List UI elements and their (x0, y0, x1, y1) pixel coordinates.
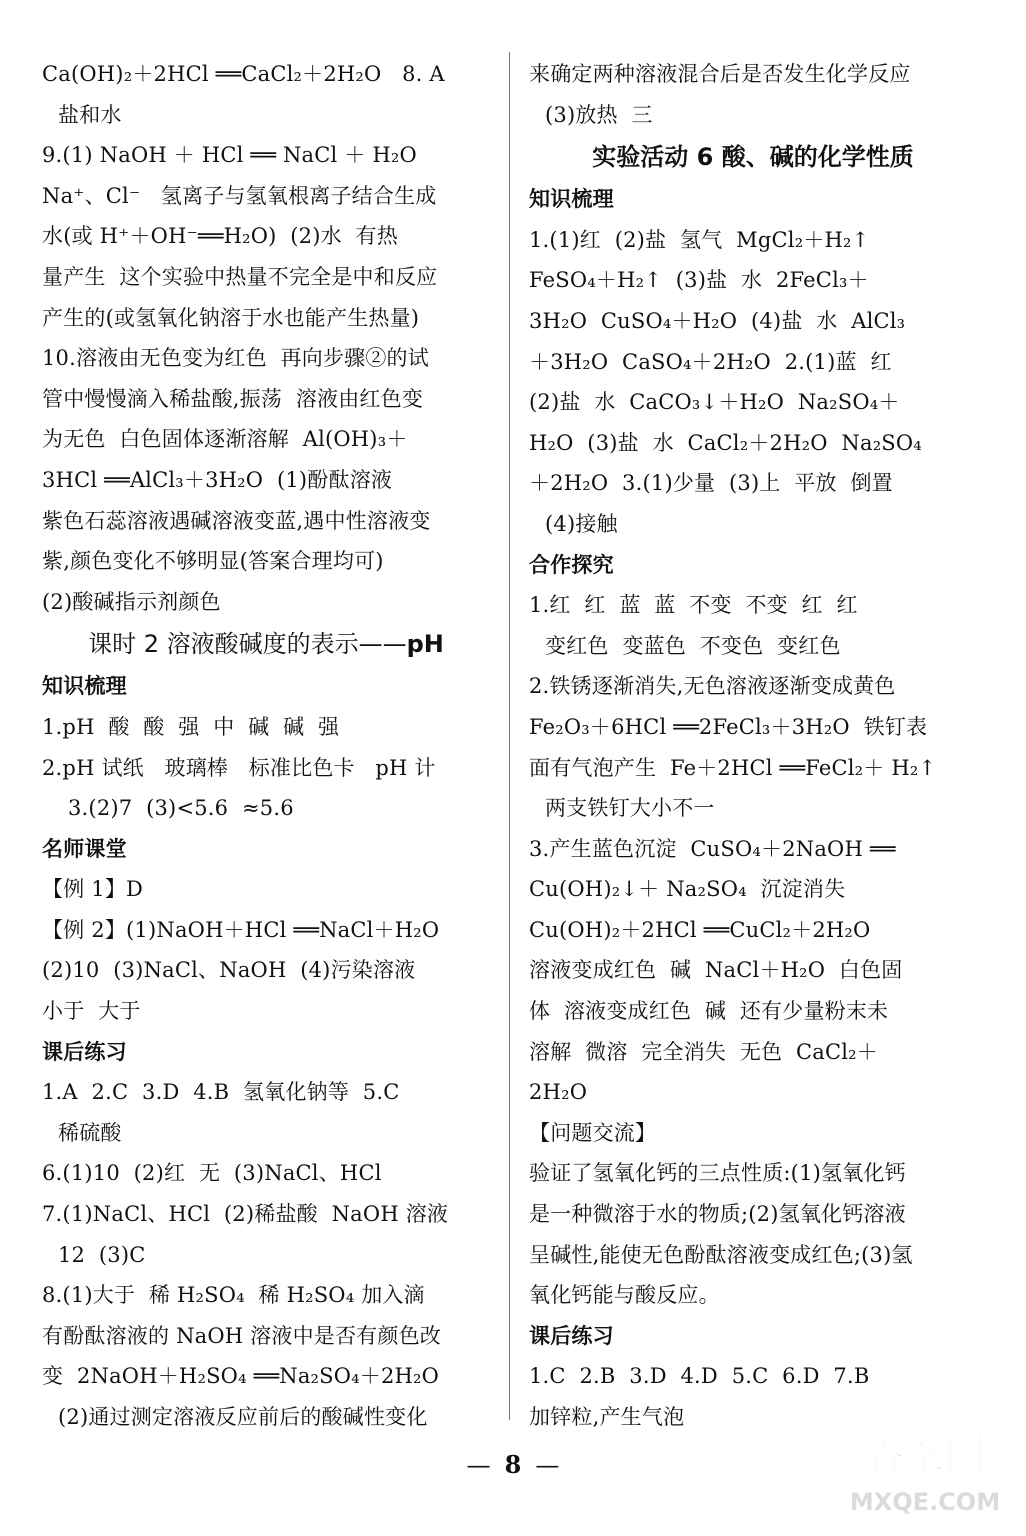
text-line: 1.(1)红 (2)盐 氢气 MgCl₂＋H₂↑ (529, 227, 870, 252)
text-line: 溶液变成红色 碱 NaCl＋H₂O 白色固 (529, 958, 903, 983)
section-heading: 名师课堂 (42, 836, 127, 861)
section-heading: 知识梳理 (529, 187, 614, 212)
text-line: FeSO₄＋H₂↑ (3)盐 水 2FeCl₃＋ (529, 268, 869, 293)
text-line: 12 (3)C (58, 1242, 146, 1267)
text-line: 小于 大于 (42, 999, 141, 1024)
text-line: 有酚酞溶液的 NaOH 溶液中是否有颜色改 (42, 1323, 441, 1348)
page-number: 8 (504, 1450, 522, 1479)
text-line: 量产生 这个实验中热量不完全是中和反应 (42, 264, 438, 289)
text-line: 紫色石蕊溶液遇碱溶液变蓝,遇中性溶液变 (42, 508, 431, 533)
text-line: (2)10 (3)NaCl、NaOH (4)污染溶液 (42, 958, 416, 983)
right-lines (529, 54, 977, 135)
text-line: 是一种微溶于水的物质;(2)氢氧化钙溶液 (529, 1202, 906, 1227)
section-heading: 知识梳理 (42, 674, 127, 699)
text-line: Fe₂O₃＋6HCl ══2FeCl₃＋3H₂O 铁钉表 (529, 714, 928, 739)
text-line: Na⁺、Cl⁻ 氢离子与氢氧根离子结合生成 (42, 183, 437, 208)
text-line: 稀硫酸 (58, 1120, 122, 1145)
text-line: 氧化钙能与酸反应。 (529, 1283, 720, 1308)
section-heading: 课后练习 (42, 1039, 127, 1064)
text-line: (2)盐 水 CaCO₃↓＋H₂O Na₂SO₄＋ (529, 390, 900, 415)
text-line: 2.pH 试纸 玻璃棒 标准比色卡 pH 计 (42, 755, 436, 780)
text-line: 验证了氢氧化钙的三点性质:(1)氢氧化钙 (529, 1161, 906, 1186)
text-line: 紫,颜色变化不够明显(答案合理均可) (42, 549, 384, 574)
text-line: (2)通过测定溶液反应前后的酸碱性变化 (58, 1405, 428, 1429)
text-line: 来确定两种溶液混合后是否发生化学反应 (529, 62, 911, 86)
text-line: (3)放热 三 (545, 102, 653, 127)
text-line: ＋2H₂O 3.(1)少量 (3)上 平放 倒置 (529, 471, 893, 496)
text-line: 3.(2)7 (3)<5.6 ≈5.6 (68, 796, 294, 821)
text-line: 9.(1) NaOH ＋ HCl ══ NaCl ＋ H₂O (42, 143, 417, 168)
text-line: (2)酸碱指示剂颜色 (42, 589, 221, 614)
text-line: ＋3H₂O CaSO₄＋2H₂O 2.(1)蓝 红 (529, 349, 892, 374)
left-column (42, 54, 490, 1438)
section-heading: 课后练习 (529, 1323, 614, 1348)
text-line: 3H₂O CuSO₄＋H₂O (4)盐 水 AlCl₃ (529, 308, 906, 333)
left-lines (42, 54, 490, 622)
lesson-title-suffix: pH (406, 630, 444, 659)
text-line: 8.(1)大于 稀 H₂SO₄ 稀 H₂SO₄ 加入滴 (42, 1283, 425, 1308)
activity-title: 实验活动 6 酸、碱的化学性质 (592, 143, 914, 172)
text-line: 1.A 2.C 3.D 4.B 氢氧化钠等 5.C (42, 1080, 400, 1105)
lesson-title-prefix: 课时 2 溶液酸碱度的表示—— (88, 630, 407, 659)
text-line: 【问题交流】 (529, 1120, 657, 1145)
text-line: Cu(OH)₂＋2HCl ══CuCl₂＋2H₂O (529, 917, 871, 942)
text-line: 2.铁锈逐渐消失,无色溶液逐渐变成黄色 (529, 674, 896, 699)
text-line: 7.(1)NaCl、HCl (2)稀盐酸 NaOH 溶液 (42, 1202, 449, 1227)
text-line: Ca(OH)₂＋2HCl ══CaCl₂＋2H₂O 8. A (42, 62, 445, 86)
text-line: 【例 2】(1)NaOH＋HCl ══NaCl＋H₂O (42, 917, 440, 942)
footer-dash-right: — (535, 1451, 560, 1479)
text-line: 变 2NaOH＋H₂SO₄ ══Na₂SO₄＋2H₂O (42, 1364, 440, 1389)
section-heading: 合作探究 (529, 552, 614, 577)
text-line: H₂O (3)盐 水 CaCl₂＋2H₂O Na₂SO₄ (529, 430, 922, 455)
text-line: 呈碱性,能使无色酚酞溶液变成红色;(3)氢 (529, 1242, 913, 1267)
text-line: 溶解 微溶 完全消失 无色 CaCl₂＋ (529, 1039, 878, 1064)
text-line: 2H₂O (529, 1080, 588, 1105)
text-line: 盐和水 (58, 102, 122, 127)
watermark-logo (840, 1418, 1010, 1528)
text-line: 变红色 变蓝色 不变色 变红色 (545, 633, 841, 658)
text-line: 两支铁钉大小不一 (545, 796, 715, 821)
text-line: 【例 1】D (42, 877, 144, 902)
text-line: 10.溶液由无色变为红色 再向步骤②的试 (42, 346, 429, 371)
column-divider (509, 52, 510, 1420)
left-lines-2 (42, 666, 490, 1437)
lesson-title (42, 622, 490, 666)
text-line: 6.(1)10 (2)红 无 (3)NaCl、HCl (42, 1161, 382, 1186)
watermark-text: 答案圈 (865, 1432, 985, 1478)
text-line: 体 溶液变成红色 碱 还有少量粉末未 (529, 999, 889, 1024)
text-line: (4)接触 (545, 511, 618, 536)
text-line: 为无色 白色固体逐渐溶解 Al(OH)₃＋ (42, 427, 408, 452)
text-line: 1.pH 酸 酸 强 中 碱 碱 强 (42, 714, 340, 739)
right-lines-2 (529, 179, 977, 1437)
text-line: 面有气泡产生 Fe＋2HCl ══FeCl₂＋ H₂↑ (529, 755, 937, 780)
watermark-url: MXQE.COM (849, 1488, 1001, 1516)
right-column (529, 54, 977, 1438)
text-line: Cu(OH)₂↓＋ Na₂SO₄ 沉淀消失 (529, 877, 846, 902)
text-line: 3HCl ══AlCl₃＋3H₂O (1)酚酞溶液 (42, 467, 393, 492)
text-line: 管中慢慢滴入稀盐酸,振荡 溶液由红色变 (42, 386, 424, 411)
text-line: 3.产生蓝色沉淀 CuSO₄＋2NaOH ══ (529, 836, 896, 861)
text-line: 产生的(或氢氧化钠溶于水也能产生热量) (42, 305, 420, 330)
text-line: 1.C 2.B 3.D 4.D 5.C 6.D 7.B (529, 1364, 870, 1389)
text-line: 水(或 H⁺＋OH⁻══H₂O) (2)水 有热 (42, 224, 398, 249)
text-line: 加锌粒,产生气泡 (529, 1405, 685, 1429)
text-line: 1.红 红 蓝 蓝 不变 不变 红 红 (529, 593, 858, 618)
footer-dash-left: — (466, 1451, 491, 1479)
